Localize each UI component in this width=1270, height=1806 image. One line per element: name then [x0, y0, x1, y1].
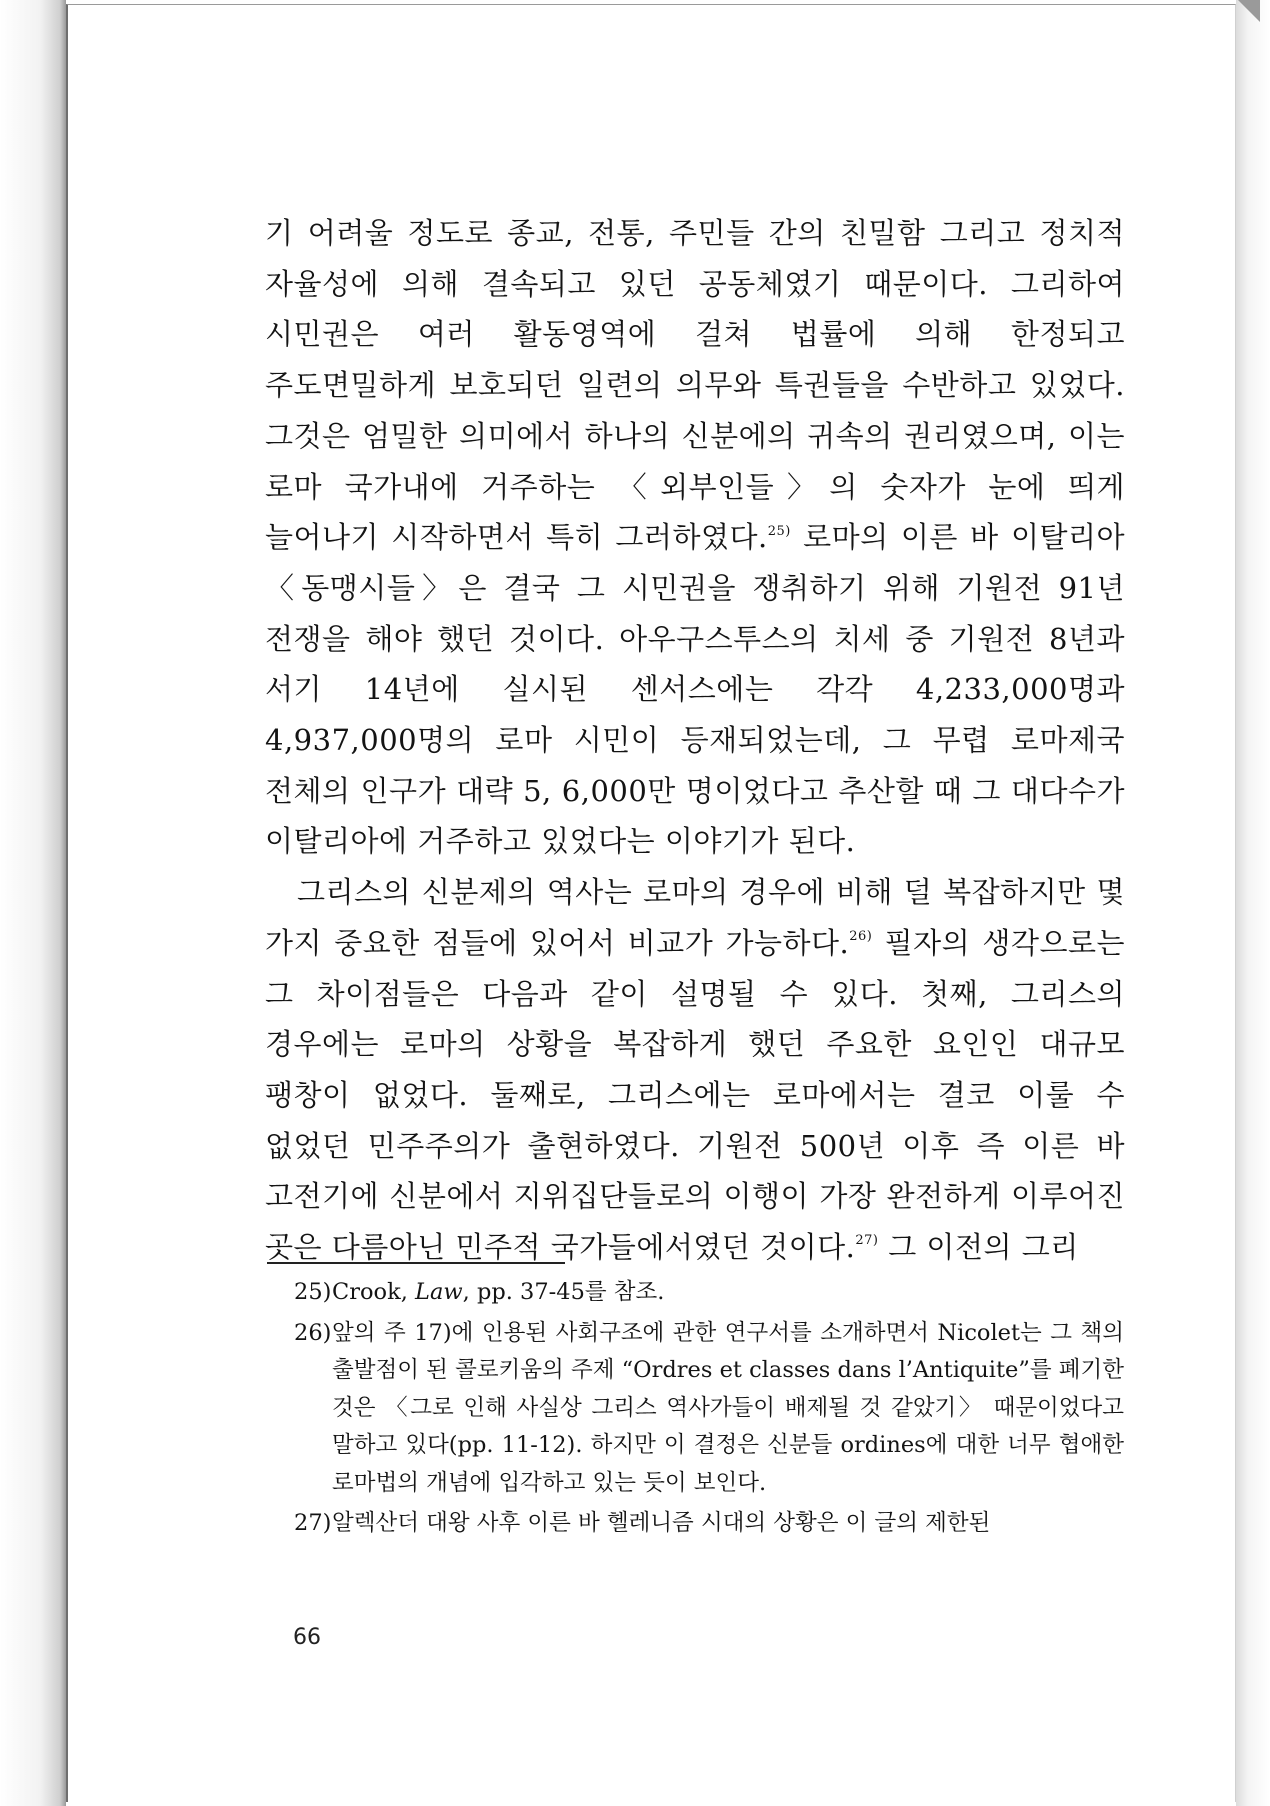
- page-corner-fold: [1238, 0, 1260, 22]
- paragraph-2: [265, 867, 1125, 1273]
- footnote-separator: [267, 1262, 565, 1264]
- footnote-number: 26): [294, 1319, 332, 1346]
- paragraph-1-text-a: 기 어려울 정도로 종교, 전통, 주민들 간의 친밀함 그리고 정치적 자율성에 의해 결속되고 있던 공동체였기 때문이다. 그리하여 시민권은 여러 활동영역에 걸쳐 법률에 의해 한정되고 주도면밀하게 보호되던 일련의 의무와 특권들을 수반하고 있었다. 그것은 엄밀한 의미에서 하나의 신분에의 귀속의 권리였으며, 이는 로마 국가내에 거주하는 〈외부인들〉의 숫자가 눈에 띄게 늘어나기 시작하면서 특히 그러하였다.: [265, 216, 1125, 555]
- paragraph-2-text-c: 그 이전의 그리: [878, 1230, 1079, 1265]
- footnote-number: 27): [294, 1510, 332, 1536]
- footnote-text: Crook,: [332, 1279, 416, 1305]
- page-right-edge: [1236, 0, 1270, 1806]
- footnote-italic-title: Law: [415, 1279, 463, 1305]
- footnote-text: 알렉산더 대왕 사후 이른 바 헬레니즘 시대의 상황은 이 글의 제한된: [332, 1510, 991, 1536]
- footnote-number: 25): [294, 1279, 332, 1305]
- page-left-shadow: [0, 0, 66, 1806]
- footnote-ref-26: 26): [849, 929, 873, 945]
- body-text: [265, 208, 1125, 1273]
- paragraph-1-text-b: 로마의 이른 바 이탈리아 〈동맹시들〉은 결국 그 시민권을 쟁취하기 위해 기원전 91년 전쟁을 해야 했던 것이다. 아우구스투스의 치세 중 기원전 8년과 서기 14년에 실시된 센서스에는 각각 4,233,000명과 4,937,000명의 로마 시민이 등재되었는데, 그 무렵 로마제국 전체의 인구가 대략 5, 6,000만 명이었다고 추산할 때 그 대다수가 이탈리아에 거주하고 있었다는 이야기가 된다.: [265, 520, 1126, 859]
- paragraph-2-text-b: 필자의 생각으로는 그 차이점들은 다음과 같이 설명될 수 있다. 첫째, 그리스의 경우에는 로마의 상황을 복잡하게 했던 주요한 요인인 대규모 팽창이 없었다. 둘째로, 그리스에는 로마에서는 결코 이룰 수 없었던 민주주의가 출현하였다. 기원전 500년 이후 즉 이른 바 고전기에 신분에서 지위집단들로의 이행이 가장 완전하게 이루어진 곳은 다름아닌 민주적 국가들에서였던 것이다.: [265, 925, 1125, 1265]
- footnote-25: [294, 1274, 1124, 1312]
- footnote-27: [294, 1505, 1124, 1543]
- footnote-text-tail: , pp. 37-45를 참조.: [462, 1279, 665, 1305]
- paragraph-2-text-a: 그리스의 신분제의 역사는 로마의 경우에 비해 덜 복잡하지만 몇 가지 중요한 점들에 있어서 비교가 가능하다.: [265, 875, 1125, 960]
- footnote-26: [294, 1315, 1124, 1503]
- page-number: 66: [293, 1625, 321, 1650]
- footnote-text: 앞의 주 17)에 인용된 사회구조에 관한 연구서를 소개하면서 Nicolet는 그 책의 출발점이 된 콜로키움의 주제 “Ordres et classes dans l’Antiquite”를 폐기한 것은 〈그로 인해 사실상 그리스 역사가들이 배제될 것 같았기〉 때문이었다고 말하고 있다(pp. 11-12). 하지만 이 결정은 신분들 ordines에 대한 너무 협애한 로마법의 개념에 입각하고 있는 듯이 보인다.: [332, 1319, 1124, 1496]
- footnote-ref-25: 25): [767, 523, 791, 539]
- footnotes: [294, 1274, 1124, 1546]
- paragraph-1: [265, 208, 1125, 867]
- footnote-ref-27: 27): [855, 1233, 879, 1249]
